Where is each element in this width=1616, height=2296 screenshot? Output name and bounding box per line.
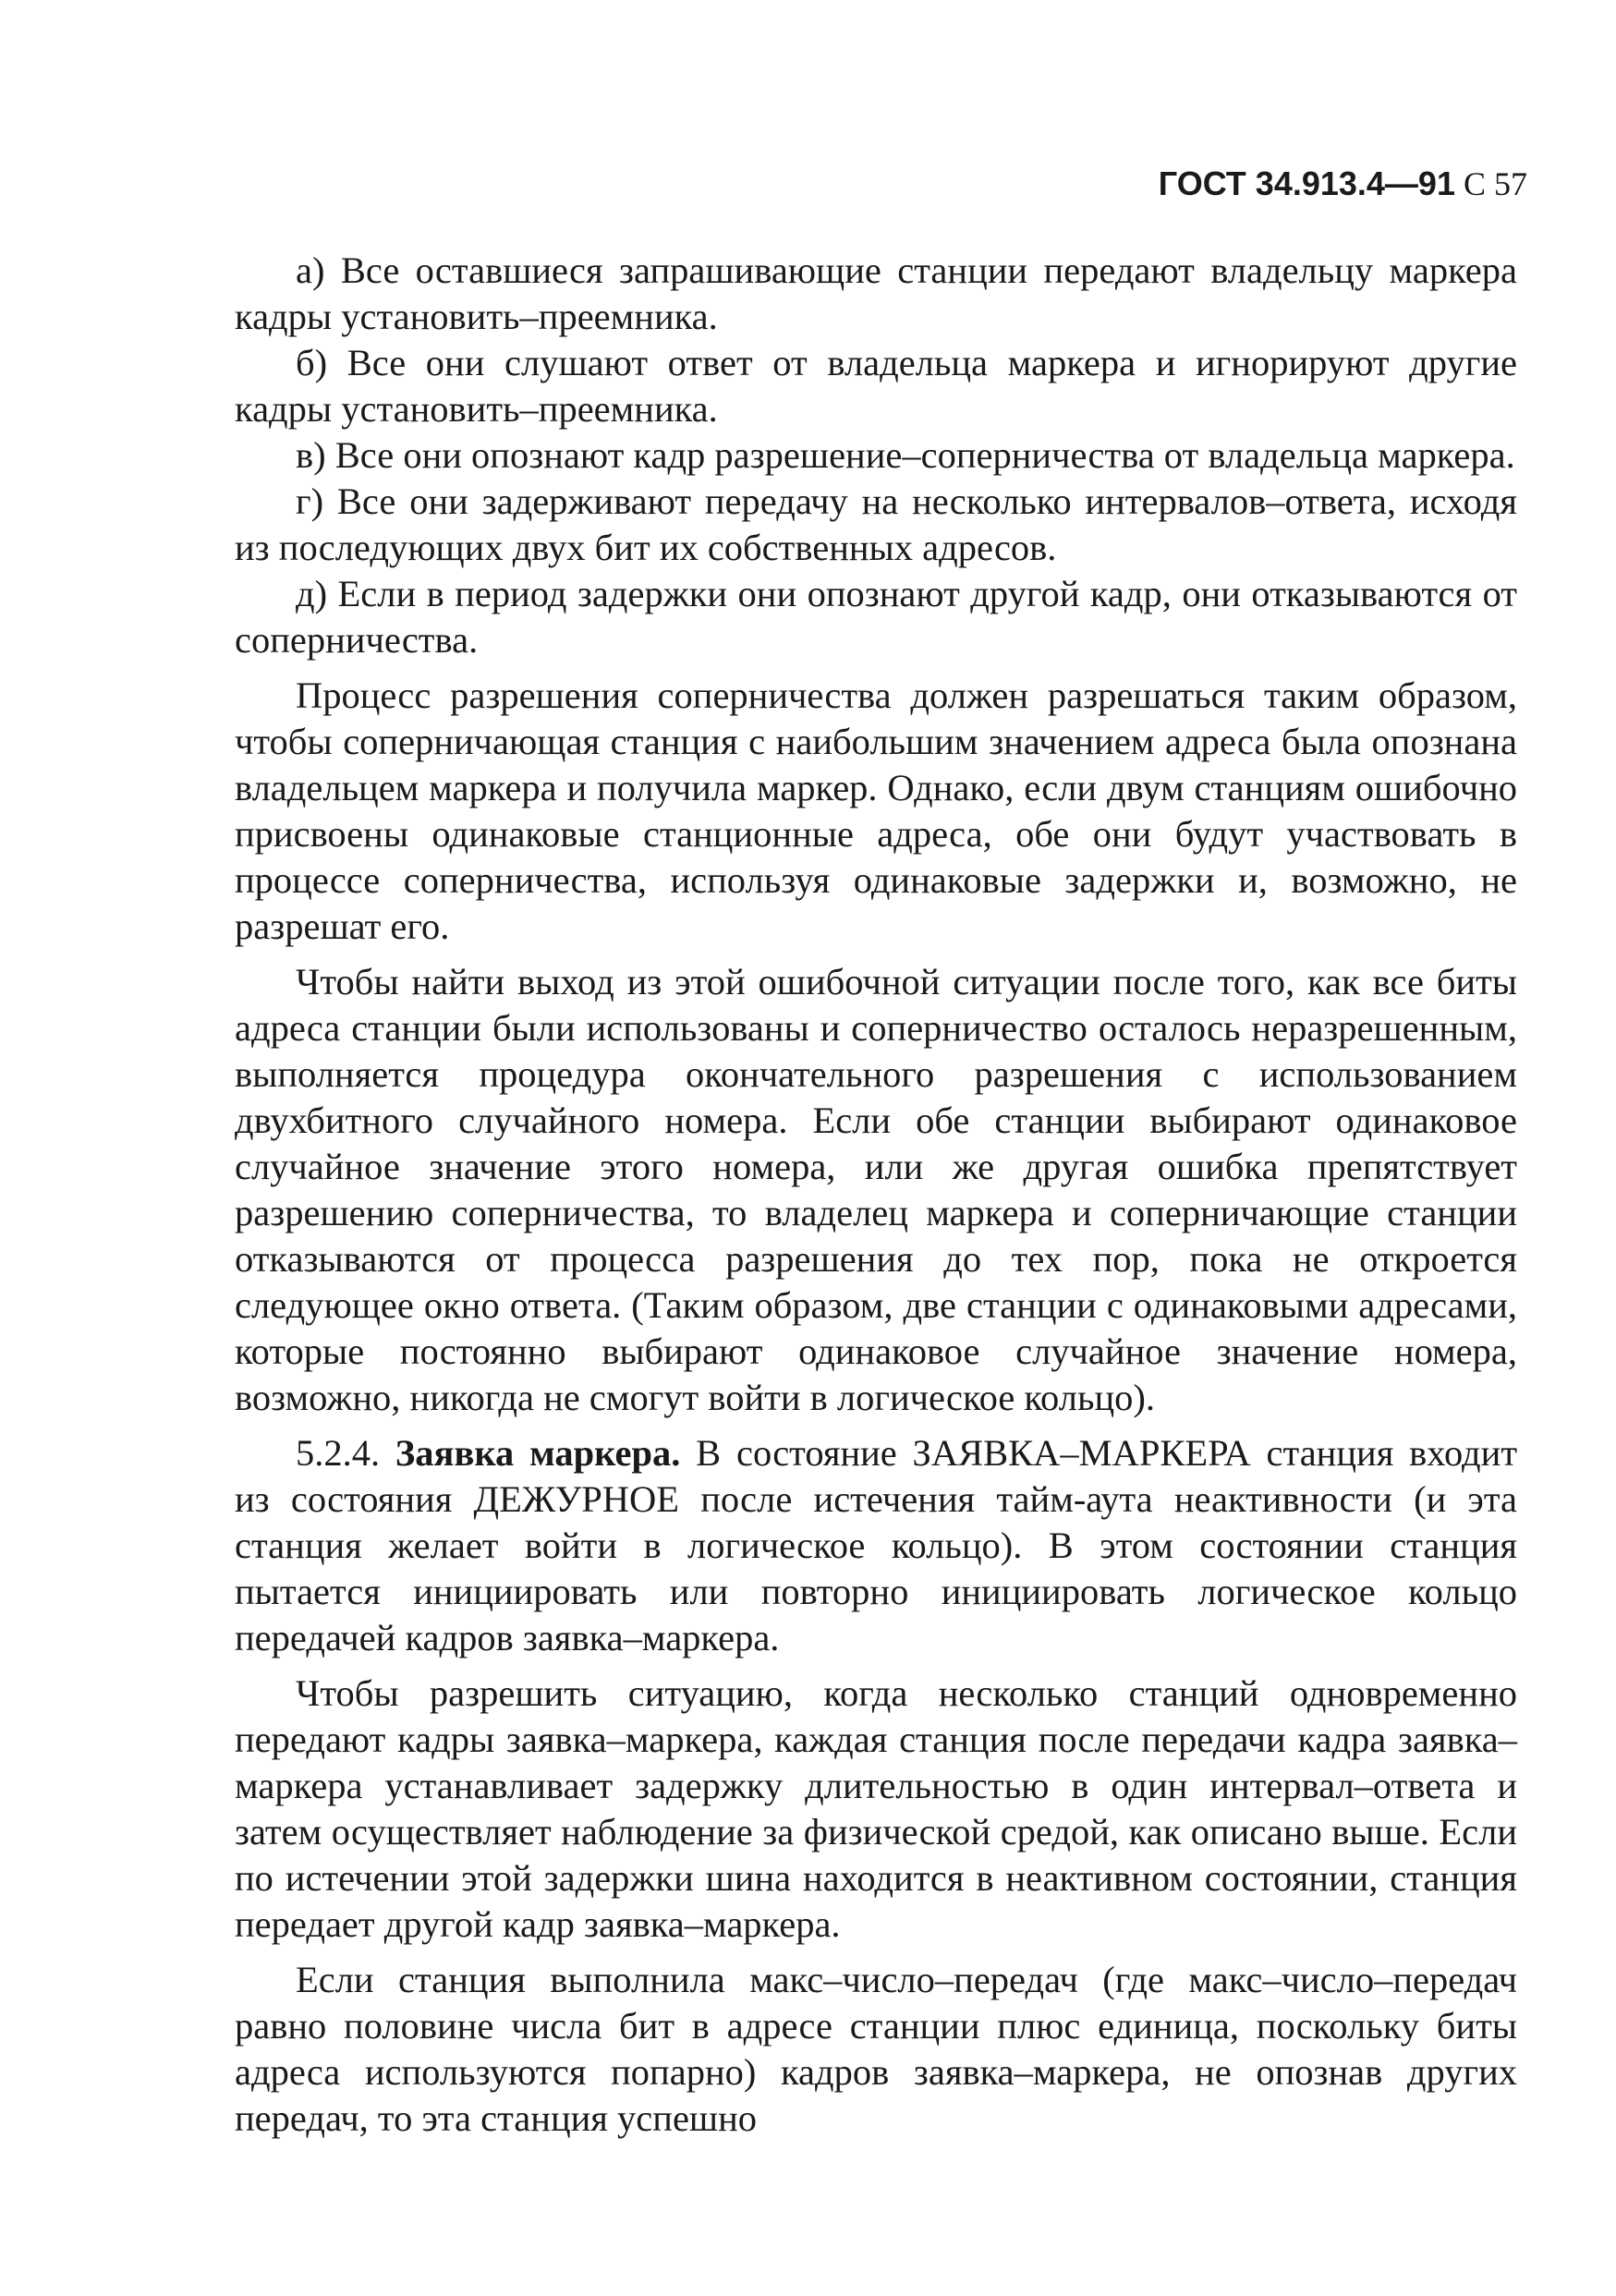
section-number: 5.2.4. bbox=[296, 1432, 381, 1474]
page-number: С 57 bbox=[1463, 165, 1527, 202]
section-text: В состояние ЗАЯВКА–МАРКЕРА станция входит из состояния ДЕЖУРНОЕ после истечения тайм-аута неактивности (и эта станция желает войти в логическое кольцо). В этом состоянии станция пытается инициировать или повторно инициировать логическое кольцо передачей кадров заявка–маркера. bbox=[235, 1432, 1518, 1658]
list-item-v: в) Все они опознают кадр разрешение–соперничества от владельца маркера. bbox=[296, 434, 1515, 476]
section-title: Заявка маркера. bbox=[395, 1432, 681, 1474]
standard-designation: ГОСТ 34.913.4—91 bbox=[1158, 164, 1455, 202]
list-item-b: б) Все они слушают ответ от владельца маркера и игнорируют другие кадры установить–преемника. bbox=[235, 342, 1517, 430]
paragraph-max-transmissions: Если станция выполнила макс–число–передач (где макс–число–передач равно половине числа бит в адресе станции плюс единица, поскольку биты адреса используются попарно) кадров заявка–маркера, не опознав других передач, то эта станция успешно bbox=[235, 1959, 1517, 2139]
page-header bbox=[1159, 164, 1527, 203]
list-item-g: г) Все они задерживают передачу на несколько интервалов–ответа, исходя из последующих двух бит их собственных адресов. bbox=[235, 480, 1517, 568]
list-item-a: а) Все оставшиеся запрашивающие станции передают владельцу маркера кадры установить–преемника. bbox=[235, 249, 1517, 337]
section-5-2-4 bbox=[235, 1430, 1517, 1661]
paragraph-simultaneous-claims: Чтобы разрешить ситуацию, когда несколько станций одновременно передают кадры заявка–маркера, каждая станция после передачи кадра заявка–маркера устанавливает задержку длительностью в один интервал–ответа и затем осуществляет наблюдение за физической средой, как описано выше. Если по истечении этой задержки шина находится в неактивном состоянии, станция передает другой кадр заявка–маркера. bbox=[235, 1672, 1517, 1945]
document-body bbox=[235, 248, 1517, 2142]
list-item-d: д) Если в период задержки они опознают другой кадр, они отказываются от соперничества. bbox=[235, 573, 1517, 661]
paragraph-contention-resolution: Процесс разрешения соперничества должен разрешаться таким образом, чтобы соперничающая станция с наибольшим значением адреса была опознана владельцем маркера и получила маркер. Однако, если двум станциям ошибочно присвоены одинаковые станционные адреса, обе они будут участвовать в процессе соперничества, используя одинаковые задержки и, возможно, не разрешат его. bbox=[235, 674, 1517, 947]
paragraph-error-situation: Чтобы найти выход из этой ошибочной ситуации после того, как все биты адреса станции были использованы и соперничество осталось неразрешенным, выполняется процедура окончательного разрешения с использованием двухбитного случайного номера. Если обе станции выбирают одинаковое случайное значение этого номера, или же другая ошибка препятствует разрешению соперничества, то владелец маркера и соперничающие станции отказываются от процесса разрешения до тех пор, пока не откроется следующее окно ответа. (Таким образом, две станции с одинаковыми адресами, которые постоянно выбирают одинаковое случайное значение номера, возможно, никогда не смогут войти в логическое кольцо). bbox=[235, 961, 1517, 1418]
